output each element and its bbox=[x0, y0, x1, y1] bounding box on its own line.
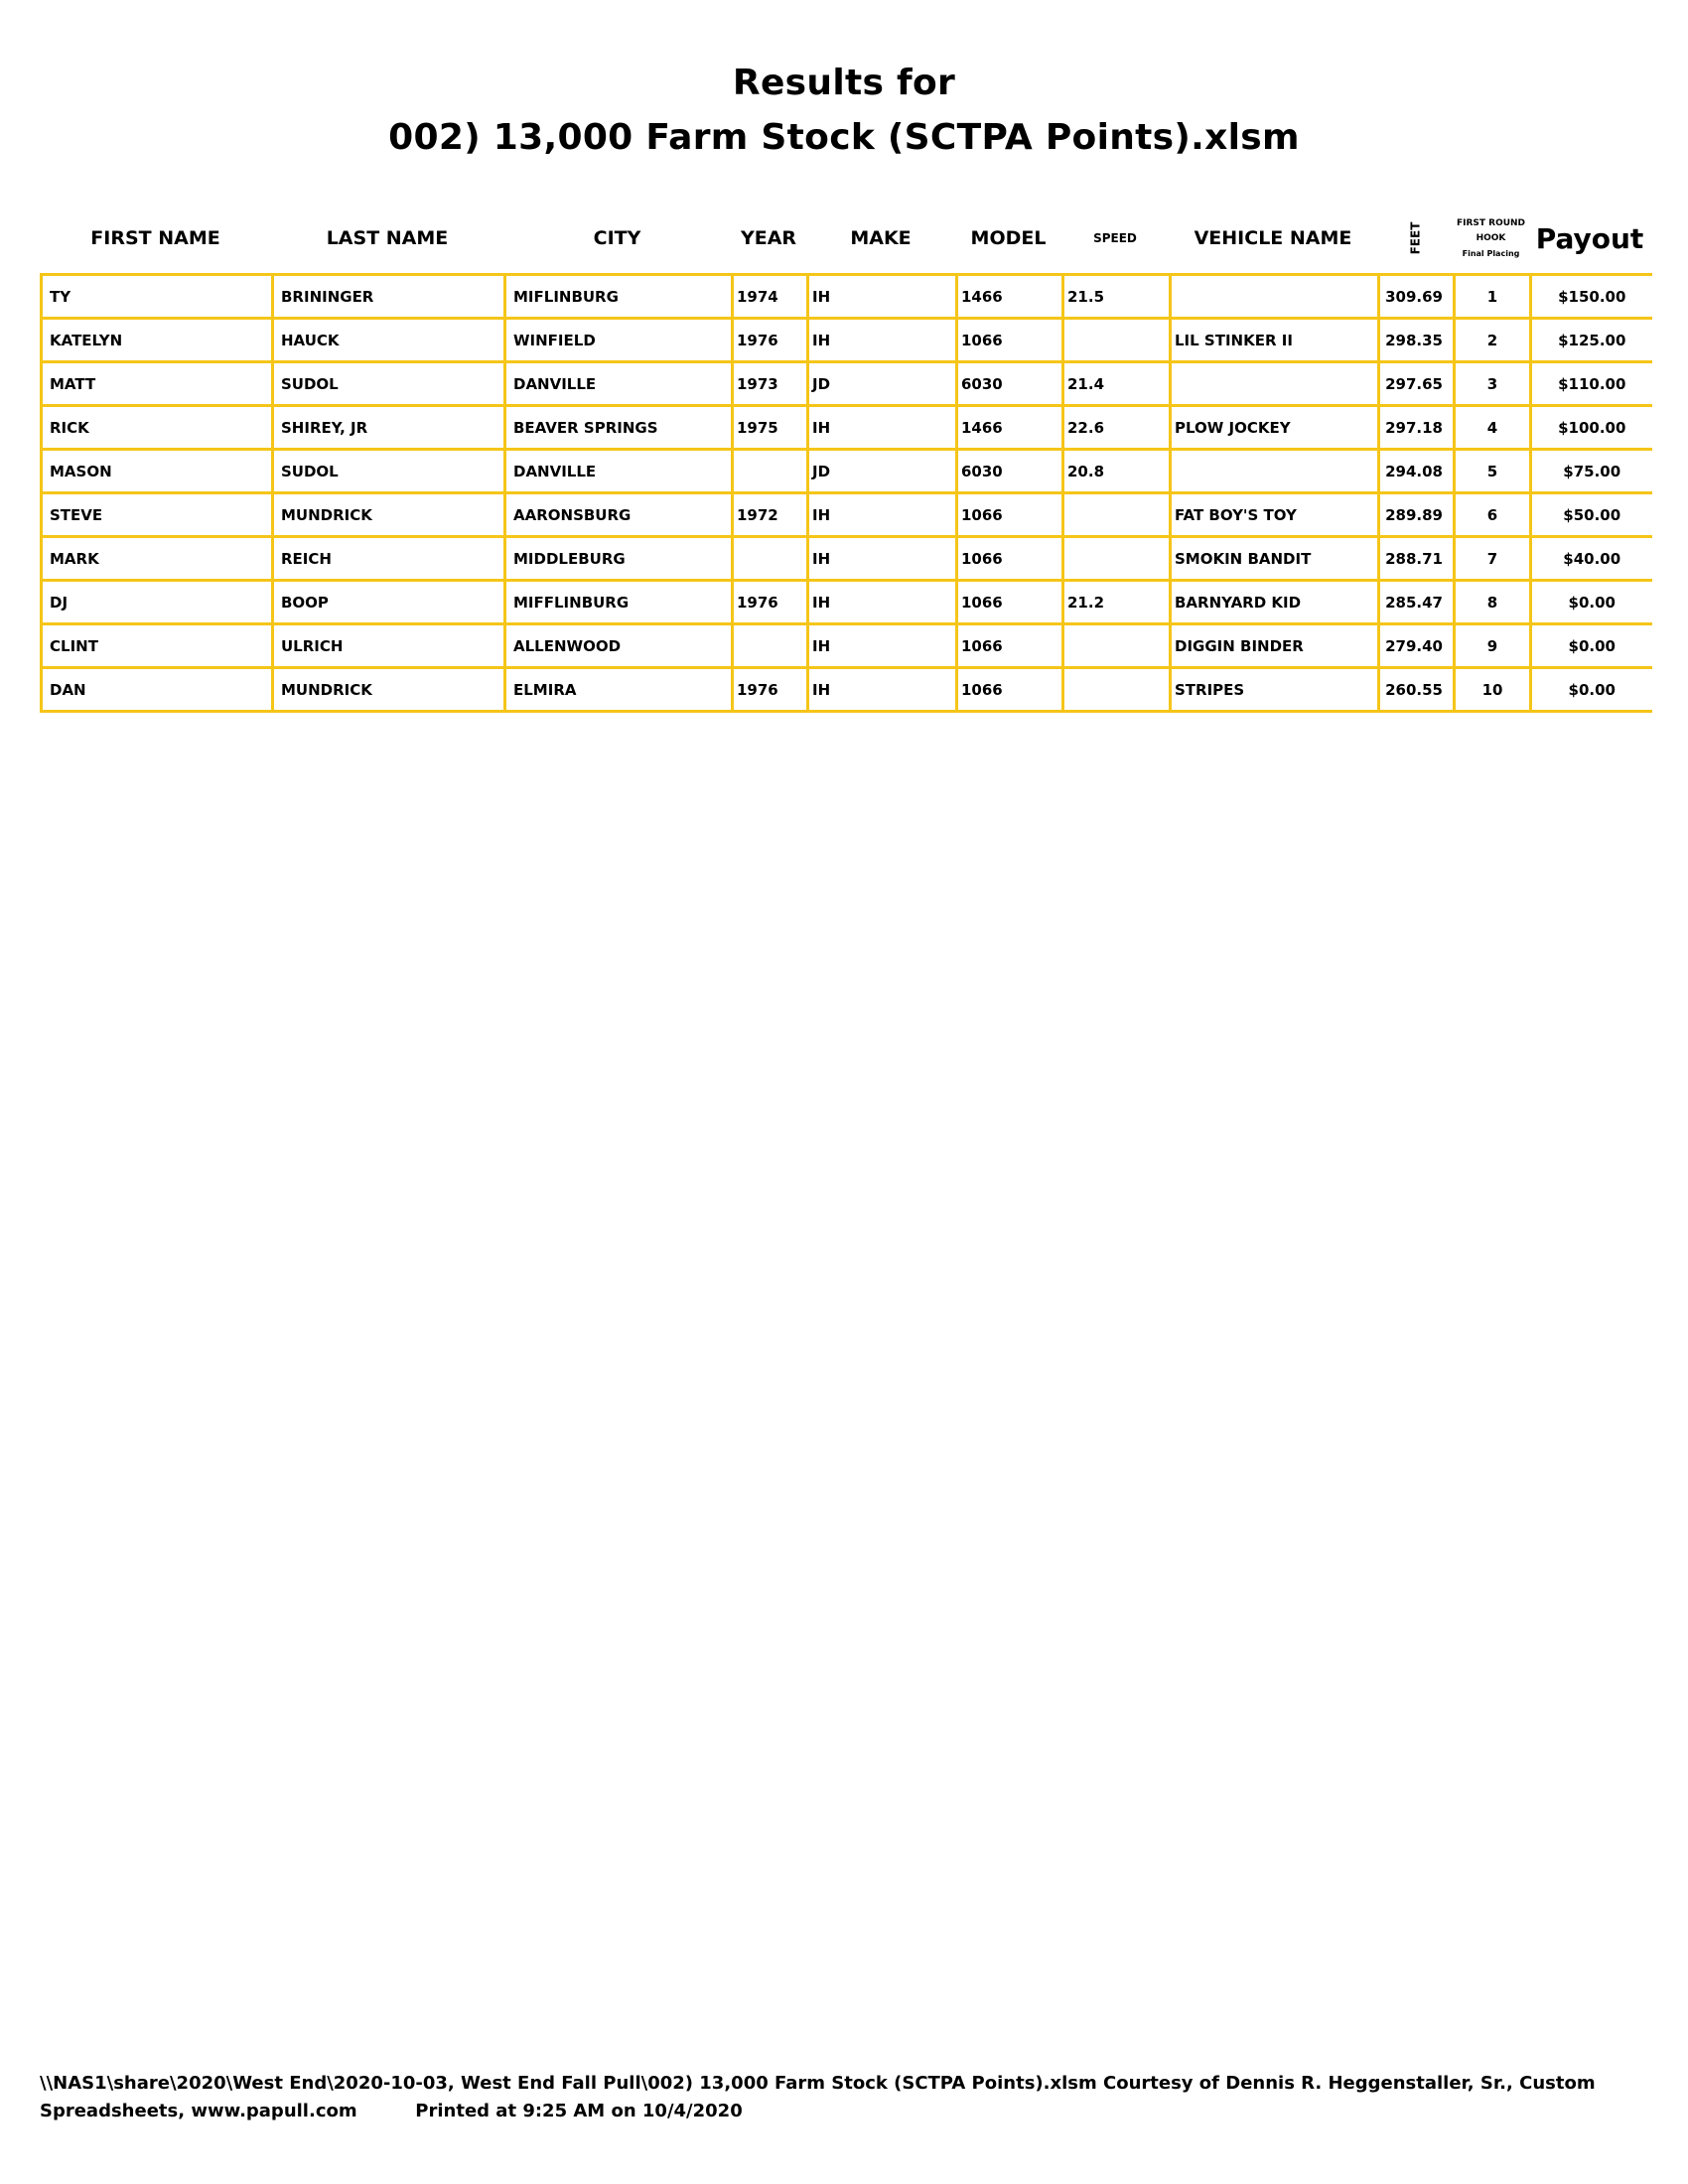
cell-first-name: MASON bbox=[42, 450, 273, 493]
header-hook-placing bbox=[1453, 208, 1529, 268]
cell-year: 1973 bbox=[733, 362, 808, 406]
column-header-row bbox=[0, 208, 1688, 268]
cell-make: JD bbox=[808, 450, 957, 493]
cell-placing: 5 bbox=[1455, 450, 1531, 493]
cell-year: 1976 bbox=[733, 668, 808, 712]
cell-first-name: MATT bbox=[42, 362, 273, 406]
cell-speed bbox=[1063, 319, 1171, 362]
cell-first-name: RICK bbox=[42, 406, 273, 450]
table-row bbox=[42, 537, 1652, 581]
cell-placing: 9 bbox=[1455, 624, 1531, 668]
header-last-name: LAST NAME bbox=[326, 227, 449, 249]
table-row bbox=[42, 275, 1652, 319]
cell-last-name: BRININGER bbox=[273, 275, 505, 319]
cell-model: 1066 bbox=[957, 537, 1063, 581]
cell-model: 1066 bbox=[957, 493, 1063, 537]
cell-first-name: DAN bbox=[42, 668, 273, 712]
header-vehicle-name: VEHICLE NAME bbox=[1194, 227, 1352, 249]
header-speed: SPEED bbox=[1093, 231, 1137, 245]
header-hook-line-3: Final Placing bbox=[1462, 248, 1520, 258]
cell-vehicle-name bbox=[1171, 275, 1379, 319]
cell-first-name: MARK bbox=[42, 537, 273, 581]
cell-make: IH bbox=[808, 493, 957, 537]
cell-city: MIDDLEBURG bbox=[505, 537, 733, 581]
cell-first-name: DJ bbox=[42, 581, 273, 624]
cell-vehicle-name: STRIPES bbox=[1171, 668, 1379, 712]
cell-make: IH bbox=[808, 537, 957, 581]
header-payout: Payout bbox=[1535, 221, 1644, 255]
cell-vehicle-name: SMOKIN BANDIT bbox=[1171, 537, 1379, 581]
cell-placing: 1 bbox=[1455, 275, 1531, 319]
title-line-2: 002) 13,000 Farm Stock (SCTPA Points).xlsm bbox=[388, 117, 1300, 158]
cell-model: 1066 bbox=[957, 668, 1063, 712]
cell-year: 1972 bbox=[733, 493, 808, 537]
cell-last-name: SUDOL bbox=[273, 362, 505, 406]
cell-city: WINFIELD bbox=[505, 319, 733, 362]
cell-last-name: ULRICH bbox=[273, 624, 505, 668]
cell-payout: $110.00 bbox=[1531, 362, 1652, 406]
cell-vehicle-name: LIL STINKER II bbox=[1171, 319, 1379, 362]
header-feet bbox=[1377, 208, 1453, 268]
cell-year: 1976 bbox=[733, 319, 808, 362]
cell-city: BEAVER SPRINGS bbox=[505, 406, 733, 450]
cell-model: 1066 bbox=[957, 319, 1063, 362]
header-model: MODEL bbox=[970, 227, 1047, 249]
cell-placing: 7 bbox=[1455, 537, 1531, 581]
footer-line-2 bbox=[40, 2098, 1648, 2125]
cell-speed: 21.4 bbox=[1063, 362, 1171, 406]
footer-printed-at: Printed at 9:25 AM on 10/4/2020 bbox=[415, 2101, 743, 2121]
cell-feet: 294.08 bbox=[1379, 450, 1455, 493]
cell-vehicle-name: BARNYARD KID bbox=[1171, 581, 1379, 624]
cell-feet: 298.35 bbox=[1379, 319, 1455, 362]
cell-payout: $0.00 bbox=[1531, 624, 1652, 668]
cell-payout: $125.00 bbox=[1531, 319, 1652, 362]
cell-speed: 21.2 bbox=[1063, 581, 1171, 624]
header-feet-label: FEET bbox=[1408, 221, 1422, 255]
cell-last-name: MUNDRICK bbox=[273, 668, 505, 712]
header-year: YEAR bbox=[740, 227, 797, 249]
cell-year: 1974 bbox=[733, 275, 808, 319]
cell-first-name: CLINT bbox=[42, 624, 273, 668]
table-row bbox=[42, 319, 1652, 362]
cell-speed bbox=[1063, 624, 1171, 668]
cell-model: 1466 bbox=[957, 406, 1063, 450]
header-city: CITY bbox=[593, 227, 641, 249]
cell-make: IH bbox=[808, 624, 957, 668]
cell-payout: $40.00 bbox=[1531, 537, 1652, 581]
footer bbox=[40, 2070, 1648, 2125]
cell-placing: 10 bbox=[1455, 668, 1531, 712]
cell-city: MIFLINBURG bbox=[505, 275, 733, 319]
cell-vehicle-name bbox=[1171, 450, 1379, 493]
cell-placing: 3 bbox=[1455, 362, 1531, 406]
cell-year: 1976 bbox=[733, 581, 808, 624]
cell-placing: 2 bbox=[1455, 319, 1531, 362]
cell-speed: 22.6 bbox=[1063, 406, 1171, 450]
cell-model: 1466 bbox=[957, 275, 1063, 319]
cell-city: ELMIRA bbox=[505, 668, 733, 712]
cell-vehicle-name: PLOW JOCKEY bbox=[1171, 406, 1379, 450]
cell-city: MIFFLINBURG bbox=[505, 581, 733, 624]
header-first-name: FIRST NAME bbox=[90, 227, 220, 249]
cell-first-name: KATELYN bbox=[42, 319, 273, 362]
cell-feet: 279.40 bbox=[1379, 624, 1455, 668]
cell-vehicle-name: DIGGIN BINDER bbox=[1171, 624, 1379, 668]
cell-last-name: BOOP bbox=[273, 581, 505, 624]
cell-last-name: MUNDRICK bbox=[273, 493, 505, 537]
results-table bbox=[40, 273, 1652, 713]
cell-feet: 289.89 bbox=[1379, 493, 1455, 537]
cell-make: IH bbox=[808, 668, 957, 712]
cell-city: DANVILLE bbox=[505, 362, 733, 406]
cell-placing: 6 bbox=[1455, 493, 1531, 537]
cell-payout: $50.00 bbox=[1531, 493, 1652, 537]
cell-make: IH bbox=[808, 406, 957, 450]
footer-website: Spreadsheets, www.papull.com bbox=[40, 2101, 357, 2121]
cell-vehicle-name: FAT BOY'S TOY bbox=[1171, 493, 1379, 537]
table-row bbox=[42, 581, 1652, 624]
cell-city: DANVILLE bbox=[505, 450, 733, 493]
header-make: MAKE bbox=[850, 227, 912, 249]
table-row bbox=[42, 450, 1652, 493]
cell-first-name: TY bbox=[42, 275, 273, 319]
cell-feet: 288.71 bbox=[1379, 537, 1455, 581]
cell-speed bbox=[1063, 668, 1171, 712]
cell-make: IH bbox=[808, 581, 957, 624]
cell-year bbox=[733, 537, 808, 581]
header-hook-line-1: FIRST ROUND bbox=[1456, 217, 1526, 228]
cell-payout: $150.00 bbox=[1531, 275, 1652, 319]
cell-last-name: SUDOL bbox=[273, 450, 505, 493]
cell-model: 1066 bbox=[957, 581, 1063, 624]
cell-feet: 260.55 bbox=[1379, 668, 1455, 712]
cell-feet: 285.47 bbox=[1379, 581, 1455, 624]
cell-placing: 8 bbox=[1455, 581, 1531, 624]
cell-placing: 4 bbox=[1455, 406, 1531, 450]
cell-payout: $0.00 bbox=[1531, 581, 1652, 624]
table-row bbox=[42, 493, 1652, 537]
cell-payout: $75.00 bbox=[1531, 450, 1652, 493]
cell-year bbox=[733, 450, 808, 493]
cell-make: IH bbox=[808, 275, 957, 319]
cell-model: 1066 bbox=[957, 624, 1063, 668]
cell-make: IH bbox=[808, 319, 957, 362]
title-line-1: Results for bbox=[732, 63, 956, 103]
cell-speed bbox=[1063, 537, 1171, 581]
table-row bbox=[42, 668, 1652, 712]
cell-last-name: REICH bbox=[273, 537, 505, 581]
cell-feet: 297.65 bbox=[1379, 362, 1455, 406]
cell-last-name: HAUCK bbox=[273, 319, 505, 362]
table-row bbox=[42, 624, 1652, 668]
cell-speed: 20.8 bbox=[1063, 450, 1171, 493]
table-row bbox=[42, 362, 1652, 406]
cell-payout: $0.00 bbox=[1531, 668, 1652, 712]
cell-vehicle-name bbox=[1171, 362, 1379, 406]
header-hook-line-2: HOOK bbox=[1476, 232, 1506, 243]
cell-year bbox=[733, 624, 808, 668]
table-row bbox=[42, 406, 1652, 450]
cell-feet: 309.69 bbox=[1379, 275, 1455, 319]
cell-make: JD bbox=[808, 362, 957, 406]
cell-speed bbox=[1063, 493, 1171, 537]
cell-feet: 297.18 bbox=[1379, 406, 1455, 450]
cell-last-name: SHIREY, JR bbox=[273, 406, 505, 450]
cell-model: 6030 bbox=[957, 362, 1063, 406]
cell-city: AARONSBURG bbox=[505, 493, 733, 537]
cell-year: 1975 bbox=[733, 406, 808, 450]
cell-model: 6030 bbox=[957, 450, 1063, 493]
cell-speed: 21.5 bbox=[1063, 275, 1171, 319]
cell-first-name: STEVE bbox=[42, 493, 273, 537]
cell-city: ALLENWOOD bbox=[505, 624, 733, 668]
footer-path-line: \\NAS1\share\2020\West End\2020-10-03, West End Fall Pull\002) 13,000 Farm Stock (SCTPA Points).xlsm Courtesy of Dennis R. Heggenstaller, Sr., Custom bbox=[40, 2073, 1596, 2094]
cell-payout: $100.00 bbox=[1531, 406, 1652, 450]
